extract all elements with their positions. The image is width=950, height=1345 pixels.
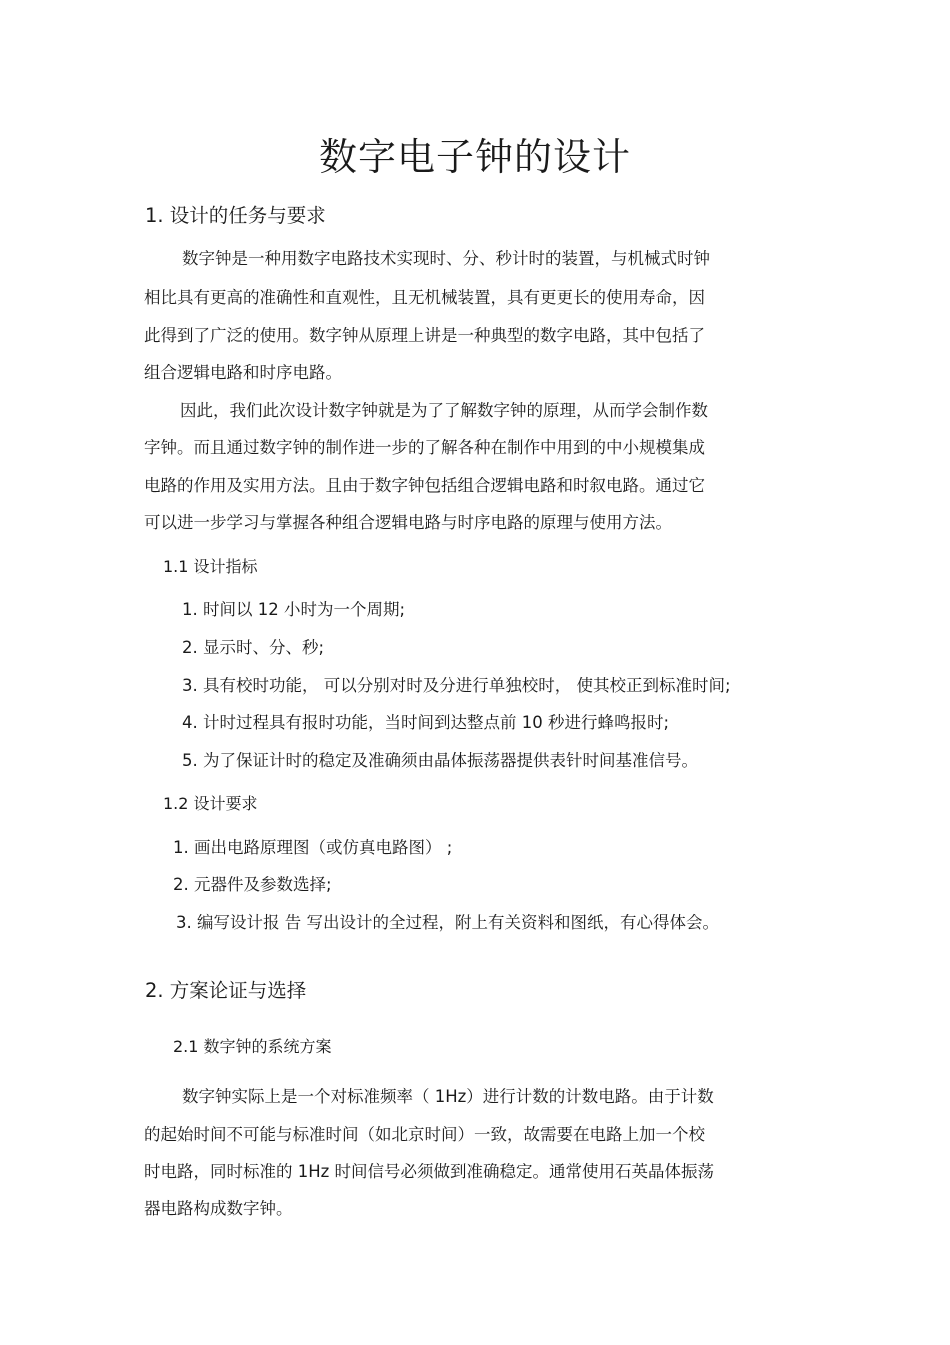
paragraph-line: 因此，我们此次设计数字钟就是为了了解数字钟的原理，从而学会制作数 (180, 401, 708, 420)
list-item: 4. 计时过程具有报时功能，当时间到达整点前 10 秒进行蜂鸣报时; (182, 713, 670, 732)
paragraph-line: 相比具有更高的准确性和直观性，且无机械装置，具有更更长的使用寿命，因 (144, 288, 705, 307)
paragraph-line: 数字钟是一种用数字电路技术实现时、分、秒计时的装置，与机械式时钟 (182, 249, 710, 268)
section-1-heading: 1. 设计的任务与要求 (145, 204, 326, 227)
subsection-1-2-heading: 1.2 设计要求 (163, 794, 258, 813)
section-2-heading: 2. 方案论证与选择 (145, 979, 307, 1002)
paragraph-line: 字钟。而且通过数字钟的制作进一步的了解各种在制作中用到的中小规模集成 (144, 438, 705, 457)
list-item: 3. 具有校时功能， 可以分别对时及分进行单独校时， 使其校正到标准时间; (182, 676, 731, 695)
document-title: 数字电子钟的设计 (318, 135, 631, 179)
list-item: 2. 显示时、分、秒; (182, 638, 325, 657)
paragraph-line: 可以进一步学习与掌握各种组合逻辑电路与时序电路的原理与使用方法。 (144, 513, 672, 532)
list-item: 5. 为了保证计时的稳定及准确须由晶体振荡器提供表针时间基准信号。 (182, 751, 698, 770)
paragraph-line: 时电路，同时标准的 1Hz 时间信号必须做到准确稳定。通常使用石英晶体振荡 (144, 1162, 715, 1181)
paragraph-line: 此得到了广泛的使用。数字钟从原理上讲是一种典型的数字电路，其中包括了 (144, 326, 705, 345)
paragraph-line: 数字钟实际上是一个对标准频率（ 1Hz）进行计数的计数电路。由于计数 (182, 1087, 714, 1106)
paragraph-line: 组合逻辑电路和时序电路。 (144, 363, 342, 382)
list-item: 3. 编写设计报 告 写出设计的全过程，附上有关资料和图纸，有心得体会。 (176, 913, 719, 932)
paragraph-line: 器电路构成数字钟。 (144, 1199, 293, 1218)
subsection-1-1-heading: 1.1 设计指标 (163, 557, 258, 576)
list-item: 1. 时间以 12 小时为一个周期; (182, 600, 406, 619)
list-item: 1. 画出电路原理图（或仿真电路图） ; (173, 838, 453, 857)
list-item: 2. 元器件及参数选择; (173, 875, 332, 894)
paragraph-line: 的起始时间不可能与标准时间（如北京时间）一致，故需要在电路上加一个校 (144, 1125, 705, 1144)
paragraph-line: 电路的作用及实用方法。且由于数字钟包括组合逻辑电路和时叙电路。通过它 (144, 476, 705, 495)
subsection-2-1-heading: 2.1 数字钟的系统方案 (173, 1037, 332, 1056)
